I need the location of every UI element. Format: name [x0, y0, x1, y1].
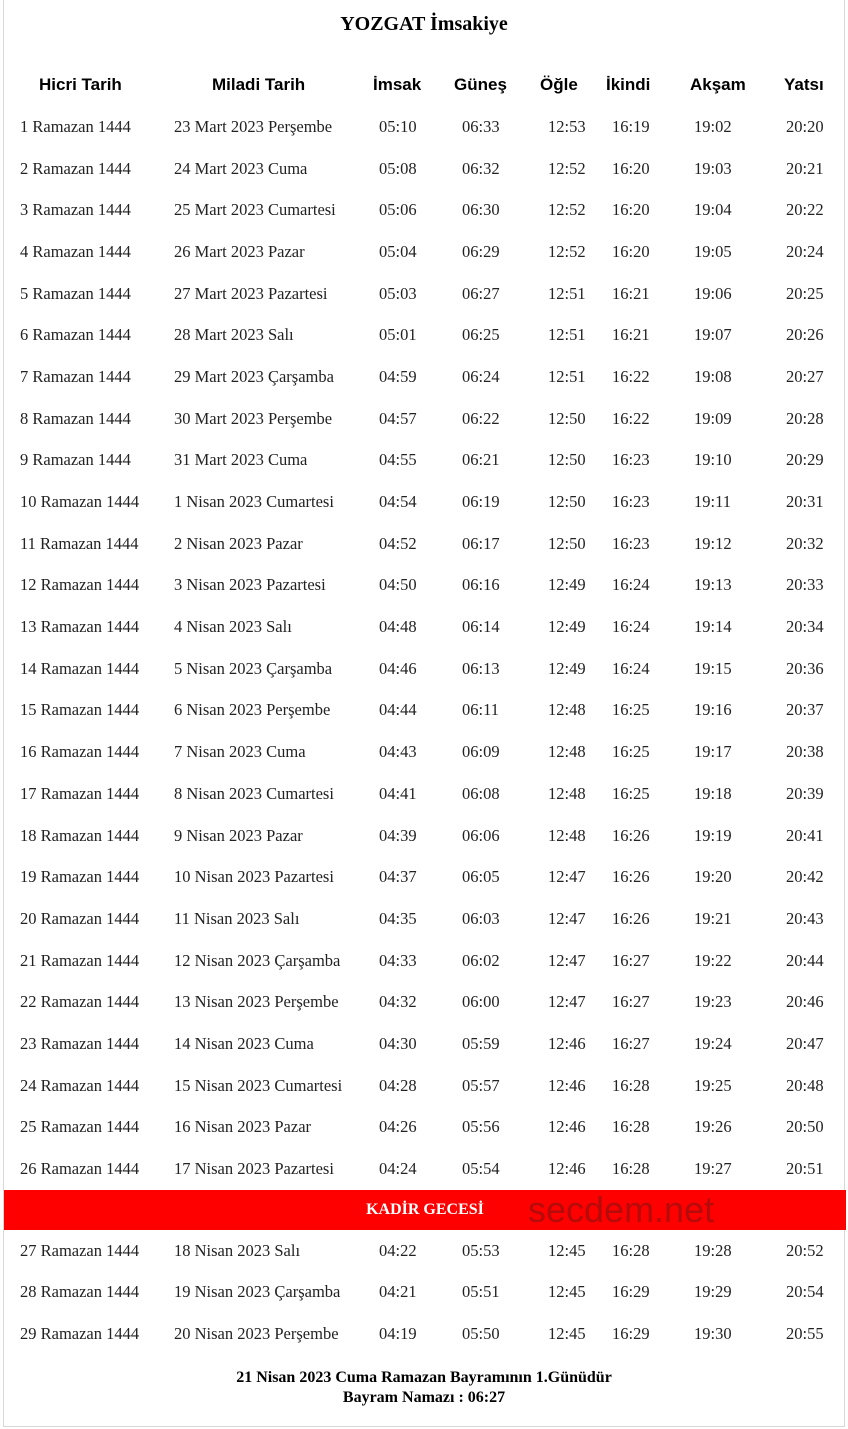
cell-ikindi: 16:28	[612, 1075, 650, 1095]
cell-yatsi: 20:22	[786, 200, 824, 220]
cell-imsak: 04:35	[379, 908, 417, 928]
cell-imsak: 05:03	[379, 283, 417, 303]
cell-imsak: 04:30	[379, 1033, 417, 1053]
cell-ikindi: 16:27	[612, 992, 650, 1012]
cell-yatsi: 20:33	[786, 575, 824, 595]
cell-yatsi: 20:36	[786, 658, 824, 678]
header-imsak: İmsak	[373, 75, 422, 94]
table-header-row	[4, 64, 846, 106]
cell-gunes: 06:25	[462, 325, 500, 345]
cell-gunes: 06:13	[462, 658, 500, 678]
cell-ogle: 12:46	[548, 1117, 586, 1137]
cell-gunes: 06:22	[462, 408, 500, 428]
cell-hicri-tarih: 23 Ramazan 1444	[20, 1033, 140, 1053]
cell-ogle: 12:46	[548, 1159, 586, 1179]
cell-hicri-tarih: 5 Ramazan 1444	[20, 283, 131, 303]
cell-imsak: 04:39	[379, 825, 417, 845]
cell-yatsi: 20:37	[786, 700, 824, 720]
header-ogle: Öğle	[540, 75, 578, 94]
cell-yatsi: 20:21	[786, 158, 824, 178]
cell-ogle: 12:49	[548, 658, 586, 678]
cell-ogle: 12:45	[548, 1240, 586, 1260]
cell-hicri-tarih: 28 Ramazan 1444	[20, 1282, 140, 1302]
table-row	[4, 731, 846, 773]
cell-gunes: 06:24	[462, 366, 500, 386]
cell-imsak: 04:41	[379, 783, 417, 803]
cell-ikindi: 16:21	[612, 283, 650, 303]
prayer-times-table	[4, 64, 846, 1355]
cell-miladi-tarih: 19 Nisan 2023 Çarşamba	[174, 1282, 341, 1302]
cell-yatsi: 20:28	[786, 408, 824, 428]
cell-gunes: 06:00	[462, 992, 500, 1012]
table-row	[4, 148, 846, 190]
cell-ogle: 12:51	[548, 325, 586, 345]
cell-gunes: 06:21	[462, 450, 500, 470]
cell-yatsi: 20:50	[786, 1117, 824, 1137]
cell-gunes: 06:29	[462, 241, 500, 261]
table-row	[4, 1023, 846, 1065]
header-aksam: Akşam	[690, 75, 746, 94]
cell-imsak: 04:37	[379, 867, 417, 887]
table-row	[4, 648, 846, 690]
table-row	[4, 565, 846, 607]
cell-ikindi: 16:29	[612, 1282, 650, 1302]
cell-imsak: 04:44	[379, 700, 417, 720]
cell-miladi-tarih: 26 Mart 2023 Pazar	[174, 241, 305, 261]
cell-miladi-tarih: 25 Mart 2023 Cumartesi	[174, 200, 336, 220]
cell-ikindi: 16:20	[612, 241, 650, 261]
cell-gunes: 06:02	[462, 950, 500, 970]
cell-ikindi: 16:26	[612, 908, 650, 928]
table-row	[4, 231, 846, 273]
cell-ikindi: 16:23	[612, 533, 650, 553]
cell-yatsi: 20:41	[786, 825, 824, 845]
cell-hicri-tarih: 22 Ramazan 1444	[20, 992, 140, 1012]
bayram-namazi-time: Bayram Namazı : 06:27	[342, 1389, 506, 1406]
cell-hicri-tarih: 12 Ramazan 1444	[20, 575, 140, 595]
cell-hicri-tarih: 27 Ramazan 1444	[20, 1240, 140, 1260]
cell-ogle: 12:50	[548, 408, 586, 428]
cell-ogle: 12:50	[548, 533, 586, 553]
kadir-gecesi-cell	[4, 1190, 846, 1230]
cell-miladi-tarih: 24 Mart 2023 Cuma	[174, 158, 308, 178]
cell-aksam: 19:02	[694, 116, 732, 136]
cell-miladi-tarih: 29 Mart 2023 Çarşamba	[174, 366, 334, 386]
cell-ogle: 12:48	[548, 825, 586, 845]
table-body-after	[4, 1230, 846, 1355]
cell-ikindi: 16:28	[612, 1117, 650, 1137]
cell-hicri-tarih: 21 Ramazan 1444	[20, 950, 140, 970]
cell-yatsi: 20:51	[786, 1159, 824, 1179]
cell-ikindi: 16:27	[612, 950, 650, 970]
cell-ikindi: 16:22	[612, 408, 650, 428]
cell-ikindi: 16:24	[612, 617, 650, 637]
cell-aksam: 19:07	[694, 325, 732, 345]
cell-ikindi: 16:24	[612, 575, 650, 595]
cell-hicri-tarih: 6 Ramazan 1444	[20, 325, 131, 345]
cell-imsak: 04:28	[379, 1075, 417, 1095]
kadir-gecesi-label: KADİR GECESİ	[366, 1200, 484, 1218]
cell-ogle: 12:47	[548, 992, 586, 1012]
cell-ogle: 12:52	[548, 158, 586, 178]
bayram-note: 21 Nisan 2023 Cuma Ramazan Bayramının 1.Günüdür	[236, 1369, 612, 1386]
cell-ogle: 12:52	[548, 241, 586, 261]
table-row	[4, 189, 846, 231]
cell-ikindi: 16:25	[612, 700, 650, 720]
cell-miladi-tarih: 9 Nisan 2023 Pazar	[174, 825, 303, 845]
cell-gunes: 05:50	[462, 1324, 500, 1344]
header-hicri-tarih: Hicri Tarih	[39, 75, 122, 94]
cell-hicri-tarih: 2 Ramazan 1444	[20, 158, 131, 178]
cell-imsak: 04:46	[379, 658, 417, 678]
cell-imsak: 04:32	[379, 992, 417, 1012]
cell-imsak: 04:43	[379, 742, 417, 762]
cell-aksam: 19:19	[694, 825, 732, 845]
table-row	[4, 1107, 846, 1149]
cell-ogle: 12:53	[548, 116, 586, 136]
cell-hicri-tarih: 1 Ramazan 1444	[20, 116, 131, 136]
cell-imsak: 05:10	[379, 116, 417, 136]
cell-ogle: 12:48	[548, 742, 586, 762]
cell-yatsi: 20:44	[786, 950, 824, 970]
cell-gunes: 05:51	[462, 1282, 500, 1302]
cell-miladi-tarih: 13 Nisan 2023 Perşembe	[174, 992, 339, 1012]
table-body-before	[4, 106, 846, 1190]
cell-ogle: 12:47	[548, 867, 586, 887]
cell-ogle: 12:50	[548, 492, 586, 512]
cell-hicri-tarih: 17 Ramazan 1444	[20, 783, 140, 803]
cell-miladi-tarih: 7 Nisan 2023 Cuma	[174, 742, 306, 762]
cell-gunes: 06:33	[462, 116, 500, 136]
cell-hicri-tarih: 11 Ramazan 1444	[20, 533, 139, 553]
cell-imsak: 04:48	[379, 617, 417, 637]
cell-miladi-tarih: 8 Nisan 2023 Cumartesi	[174, 783, 334, 803]
table-row	[4, 1148, 846, 1190]
cell-imsak: 05:01	[379, 325, 417, 345]
cell-aksam: 19:26	[694, 1117, 732, 1137]
cell-gunes: 06:03	[462, 908, 500, 928]
cell-ikindi: 16:23	[612, 450, 650, 470]
cell-miladi-tarih: 20 Nisan 2023 Perşembe	[174, 1324, 339, 1344]
cell-aksam: 19:03	[694, 158, 732, 178]
cell-hicri-tarih: 13 Ramazan 1444	[20, 617, 140, 637]
cell-aksam: 19:11	[694, 492, 731, 512]
table-row	[4, 773, 846, 815]
cell-hicri-tarih: 10 Ramazan 1444	[20, 492, 140, 512]
cell-yatsi: 20:31	[786, 492, 824, 512]
cell-miladi-tarih: 23 Mart 2023 Perşembe	[174, 116, 333, 136]
cell-yatsi: 20:25	[786, 283, 824, 303]
cell-imsak: 04:54	[379, 492, 417, 512]
cell-ikindi: 16:29	[612, 1324, 650, 1344]
cell-ikindi: 16:19	[612, 116, 650, 136]
cell-imsak: 04:55	[379, 450, 417, 470]
cell-yatsi: 20:24	[786, 241, 824, 261]
cell-ogle: 12:51	[548, 283, 586, 303]
table-row	[4, 1230, 846, 1272]
cell-aksam: 19:22	[694, 950, 732, 970]
cell-gunes: 06:27	[462, 283, 500, 303]
cell-aksam: 19:10	[694, 450, 732, 470]
cell-hicri-tarih: 7 Ramazan 1444	[20, 366, 131, 386]
cell-aksam: 19:21	[694, 908, 732, 928]
cell-miladi-tarih: 28 Mart 2023 Salı	[174, 325, 294, 345]
cell-aksam: 19:20	[694, 867, 732, 887]
cell-ogle: 12:46	[548, 1033, 586, 1053]
cell-ikindi: 16:22	[612, 366, 650, 386]
cell-miladi-tarih: 12 Nisan 2023 Çarşamba	[174, 950, 341, 970]
cell-miladi-tarih: 18 Nisan 2023 Salı	[174, 1240, 301, 1260]
cell-ogle: 12:52	[548, 200, 586, 220]
cell-aksam: 19:15	[694, 658, 732, 678]
kadir-gecesi-section	[4, 1190, 846, 1230]
table-row	[4, 314, 846, 356]
cell-ogle: 12:45	[548, 1324, 586, 1344]
cell-gunes: 06:19	[462, 492, 500, 512]
cell-gunes: 06:11	[462, 700, 499, 720]
cell-imsak: 04:21	[379, 1282, 417, 1302]
cell-ikindi: 16:28	[612, 1159, 650, 1179]
cell-yatsi: 20:46	[786, 992, 824, 1012]
cell-aksam: 19:29	[694, 1282, 732, 1302]
cell-ogle: 12:49	[548, 617, 586, 637]
table-row	[4, 1065, 846, 1107]
table-row	[4, 981, 846, 1023]
cell-hicri-tarih: 18 Ramazan 1444	[20, 825, 140, 845]
table-row	[4, 940, 846, 982]
cell-aksam: 19:30	[694, 1324, 732, 1344]
cell-gunes: 05:56	[462, 1117, 500, 1137]
table-row	[4, 106, 846, 148]
cell-imsak: 04:33	[379, 950, 417, 970]
cell-ikindi: 16:24	[612, 658, 650, 678]
cell-yatsi: 20:26	[786, 325, 824, 345]
table-row	[4, 815, 846, 857]
cell-gunes: 05:53	[462, 1240, 500, 1260]
cell-aksam: 19:06	[694, 283, 732, 303]
cell-gunes: 06:32	[462, 158, 500, 178]
cell-imsak: 04:19	[379, 1324, 417, 1344]
table-row	[4, 690, 846, 732]
cell-hicri-tarih: 15 Ramazan 1444	[20, 700, 140, 720]
imsakiye-document	[3, 0, 845, 1427]
cell-ikindi: 16:20	[612, 158, 650, 178]
cell-aksam: 19:24	[694, 1033, 732, 1053]
cell-ogle: 12:45	[548, 1282, 586, 1302]
cell-aksam: 19:13	[694, 575, 732, 595]
cell-ikindi: 16:21	[612, 325, 650, 345]
cell-miladi-tarih: 31 Mart 2023 Cuma	[174, 450, 308, 470]
cell-miladi-tarih: 2 Nisan 2023 Pazar	[174, 533, 303, 553]
cell-ogle: 12:47	[548, 908, 586, 928]
cell-ogle: 12:47	[548, 950, 586, 970]
cell-aksam: 19:05	[694, 241, 732, 261]
cell-gunes: 06:16	[462, 575, 500, 595]
cell-imsak: 04:24	[379, 1159, 417, 1179]
cell-ikindi: 16:26	[612, 825, 650, 845]
table-row	[4, 523, 846, 565]
cell-aksam: 19:25	[694, 1075, 732, 1095]
cell-aksam: 19:09	[694, 408, 732, 428]
cell-ikindi: 16:28	[612, 1240, 650, 1260]
table-row	[4, 606, 846, 648]
table-row	[4, 440, 846, 482]
cell-miladi-tarih: 15 Nisan 2023 Cumartesi	[174, 1075, 343, 1095]
table-row	[4, 481, 846, 523]
table-row	[4, 273, 846, 315]
cell-yatsi: 20:42	[786, 867, 824, 887]
cell-imsak: 04:22	[379, 1240, 417, 1260]
cell-miladi-tarih: 14 Nisan 2023 Cuma	[174, 1033, 314, 1053]
cell-gunes: 06:05	[462, 867, 500, 887]
cell-aksam: 19:08	[694, 366, 732, 386]
cell-ikindi: 16:27	[612, 1033, 650, 1053]
header-ikindi: İkindi	[606, 75, 651, 94]
cell-yatsi: 20:27	[786, 366, 824, 386]
cell-yatsi: 20:32	[786, 533, 824, 553]
cell-hicri-tarih: 14 Ramazan 1444	[20, 658, 140, 678]
cell-aksam: 19:27	[694, 1159, 732, 1179]
cell-yatsi: 20:55	[786, 1324, 824, 1344]
table-row	[4, 1313, 846, 1355]
cell-aksam: 19:28	[694, 1240, 732, 1260]
cell-gunes: 05:54	[462, 1159, 500, 1179]
cell-ogle: 12:48	[548, 700, 586, 720]
header-gunes: Güneş	[454, 75, 507, 94]
table-row	[4, 356, 846, 398]
cell-gunes: 06:09	[462, 742, 500, 762]
cell-aksam: 19:04	[694, 200, 732, 220]
cell-miladi-tarih: 30 Mart 2023 Perşembe	[174, 408, 333, 428]
cell-aksam: 19:14	[694, 617, 732, 637]
cell-gunes: 06:17	[462, 533, 500, 553]
cell-hicri-tarih: 24 Ramazan 1444	[20, 1075, 140, 1095]
cell-ikindi: 16:25	[612, 742, 650, 762]
table-row	[4, 398, 846, 440]
page-title: YOZGAT İmsakiye	[340, 13, 508, 35]
cell-miladi-tarih: 3 Nisan 2023 Pazartesi	[174, 575, 326, 595]
cell-yatsi: 20:39	[786, 783, 824, 803]
cell-hicri-tarih: 16 Ramazan 1444	[20, 742, 140, 762]
cell-gunes: 05:59	[462, 1033, 500, 1053]
cell-hicri-tarih: 25 Ramazan 1444	[20, 1117, 140, 1137]
cell-gunes: 06:08	[462, 783, 500, 803]
cell-gunes: 06:30	[462, 200, 500, 220]
header-yatsi: Yatsı	[784, 75, 824, 94]
cell-hicri-tarih: 20 Ramazan 1444	[20, 908, 140, 928]
cell-yatsi: 20:34	[786, 617, 824, 637]
cell-miladi-tarih: 27 Mart 2023 Pazartesi	[174, 283, 328, 303]
cell-yatsi: 20:48	[786, 1075, 824, 1095]
cell-imsak: 05:06	[379, 200, 417, 220]
cell-hicri-tarih: 29 Ramazan 1444	[20, 1324, 140, 1344]
cell-miladi-tarih: 10 Nisan 2023 Pazartesi	[174, 867, 334, 887]
cell-miladi-tarih: 5 Nisan 2023 Çarşamba	[174, 658, 333, 678]
kadir-gecesi-row	[4, 1190, 846, 1230]
cell-imsak: 05:04	[379, 241, 417, 261]
cell-aksam: 19:17	[694, 742, 732, 762]
cell-miladi-tarih: 4 Nisan 2023 Salı	[174, 617, 292, 637]
header-miladi-tarih: Miladi Tarih	[212, 75, 306, 94]
cell-miladi-tarih: 17 Nisan 2023 Pazartesi	[174, 1159, 334, 1179]
cell-miladi-tarih: 6 Nisan 2023 Perşembe	[174, 700, 331, 720]
cell-imsak: 05:08	[379, 158, 417, 178]
cell-aksam: 19:16	[694, 700, 732, 720]
cell-miladi-tarih: 16 Nisan 2023 Pazar	[174, 1117, 312, 1137]
cell-miladi-tarih: 11 Nisan 2023 Salı	[174, 908, 300, 928]
cell-ikindi: 16:20	[612, 200, 650, 220]
cell-imsak: 04:50	[379, 575, 417, 595]
cell-ogle: 12:46	[548, 1075, 586, 1095]
cell-yatsi: 20:54	[786, 1282, 824, 1302]
cell-imsak: 04:26	[379, 1117, 417, 1137]
cell-hicri-tarih: 4 Ramazan 1444	[20, 241, 131, 261]
cell-aksam: 19:23	[694, 992, 732, 1012]
cell-hicri-tarih: 3 Ramazan 1444	[20, 200, 131, 220]
cell-ikindi: 16:23	[612, 492, 650, 512]
cell-hicri-tarih: 19 Ramazan 1444	[20, 867, 140, 887]
cell-aksam: 19:18	[694, 783, 732, 803]
cell-yatsi: 20:52	[786, 1240, 824, 1260]
cell-hicri-tarih: 8 Ramazan 1444	[20, 408, 131, 428]
cell-ikindi: 16:26	[612, 867, 650, 887]
cell-yatsi: 20:29	[786, 450, 824, 470]
cell-ogle: 12:50	[548, 450, 586, 470]
cell-hicri-tarih: 26 Ramazan 1444	[20, 1159, 140, 1179]
cell-yatsi: 20:38	[786, 742, 824, 762]
cell-ogle: 12:49	[548, 575, 586, 595]
cell-imsak: 04:59	[379, 366, 417, 386]
cell-hicri-tarih: 9 Ramazan 1444	[20, 450, 131, 470]
watermark-text: secdem.net	[528, 1189, 715, 1230]
cell-gunes: 06:06	[462, 825, 500, 845]
table-row	[4, 1272, 846, 1314]
table-row	[4, 856, 846, 898]
cell-ogle: 12:51	[548, 366, 586, 386]
cell-imsak: 04:57	[379, 408, 417, 428]
cell-imsak: 04:52	[379, 533, 417, 553]
cell-gunes: 06:14	[462, 617, 500, 637]
cell-ogle: 12:48	[548, 783, 586, 803]
cell-miladi-tarih: 1 Nisan 2023 Cumartesi	[174, 492, 334, 512]
cell-yatsi: 20:43	[786, 908, 824, 928]
table-row	[4, 898, 846, 940]
cell-gunes: 05:57	[462, 1075, 500, 1095]
cell-aksam: 19:12	[694, 533, 732, 553]
cell-yatsi: 20:47	[786, 1033, 824, 1053]
cell-yatsi: 20:20	[786, 116, 824, 136]
cell-ikindi: 16:25	[612, 783, 650, 803]
